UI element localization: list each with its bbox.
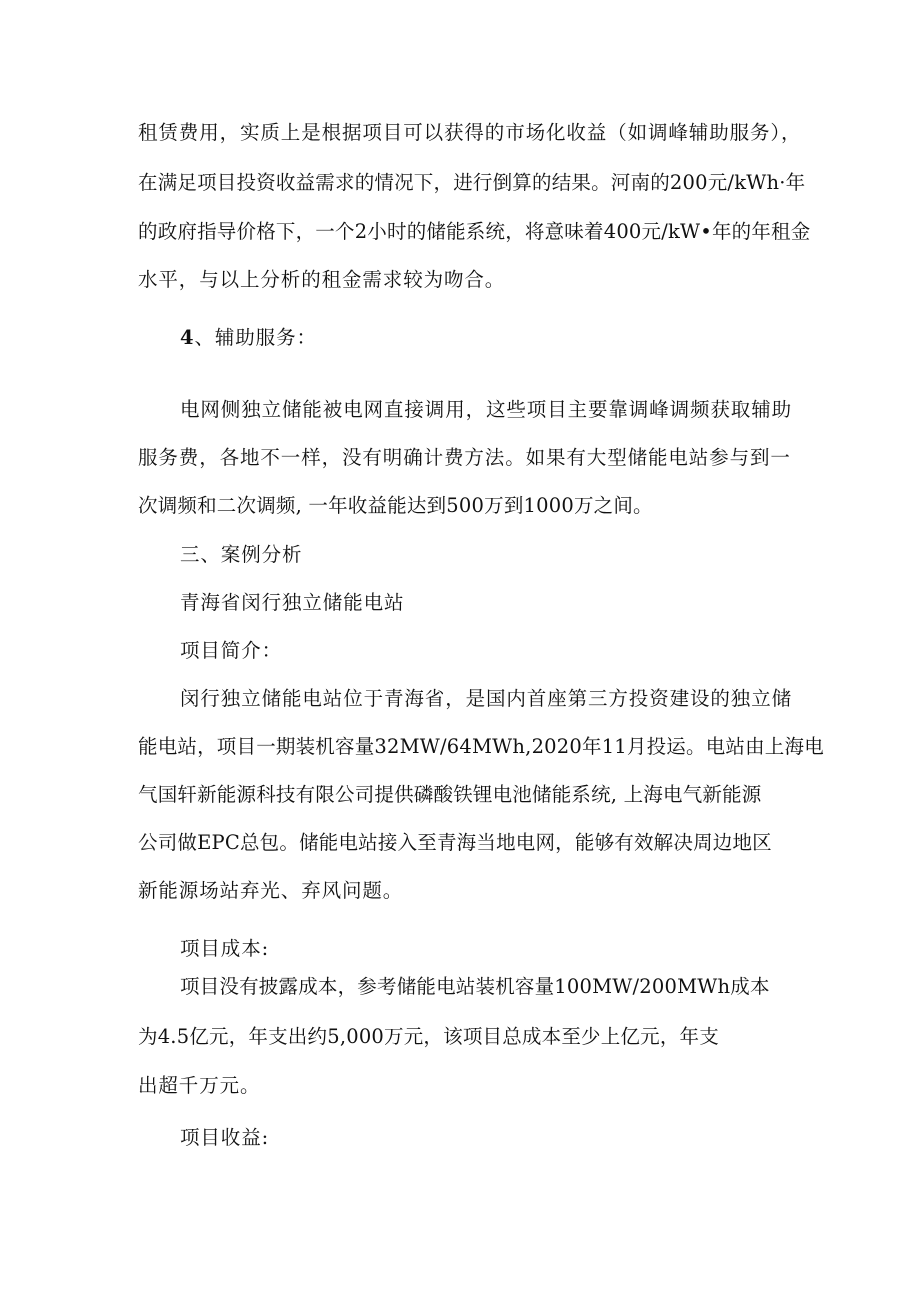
para3-line1: 闵行独立储能电站位于青海省，是国内首座第三方投资建设的独立储 [180, 687, 793, 710]
section-heading-4 [180, 325, 317, 351]
para4-line2: 为4.5亿元，年支出约5,000万元，该项目总成本至少上亿元，年支 [138, 1025, 719, 1048]
cost-heading: 项目成本: [180, 937, 270, 960]
income-heading: 项目收益: [180, 1126, 270, 1149]
para4-line3: 出超千万元。 [138, 1074, 261, 1097]
para3-line2: 能电站，项目一期装机容量32MW/64MWh,2020年11月投运。电站由上海电 [138, 735, 824, 758]
para3-line3: 气国轩新能源科技有限公司提供磷酸铁锂电池储能系统, 上海电气新能源 [138, 783, 762, 806]
section-title: 、辅助服务： [194, 326, 317, 349]
section-heading-3: 三、案例分析 [180, 543, 303, 566]
para4-line1: 项目没有披露成本，参考储能电站装机容量100MW/200MWh成本 [180, 975, 770, 998]
intro-heading: 项目简介： [180, 639, 283, 662]
section-number: 4 [180, 326, 195, 349]
para2-line3: 次调频和二次调频, 一年收益能达到500万到1000万之间。 [138, 494, 653, 517]
para1-line2: 在满足项目投资收益需求的情况下，进行倒算的结果。河南的200元/kWh·年 [138, 171, 806, 194]
para1-line4: 水平，与以上分析的租金需求较为吻合。 [138, 268, 506, 291]
para1-line1: 租赁费用，实质上是根据项目可以获得的市场化收益（如调峰辅助服务）， [138, 121, 802, 144]
para3-line4: 公司做EPC总包。储能电站接入至青海当地电网，能够有效解决周边地区 [138, 831, 772, 854]
para2-line2: 服务费，各地不一样，没有明确计费方法。如果有大型储能电站参与到一 [138, 446, 791, 469]
para1-line3: 的政府指导价格下，一个2小时的储能系统，将意味着400元/kW•年的年租金 [138, 220, 811, 243]
para2-line1: 电网侧独立储能被电网直接调用，这些项目主要靠调峰调频获取辅助 [180, 398, 793, 421]
case-title: 青海省闵行独立储能电站 [180, 591, 405, 614]
para3-line5: 新能源场站弃光、弃风问题。 [138, 879, 404, 902]
